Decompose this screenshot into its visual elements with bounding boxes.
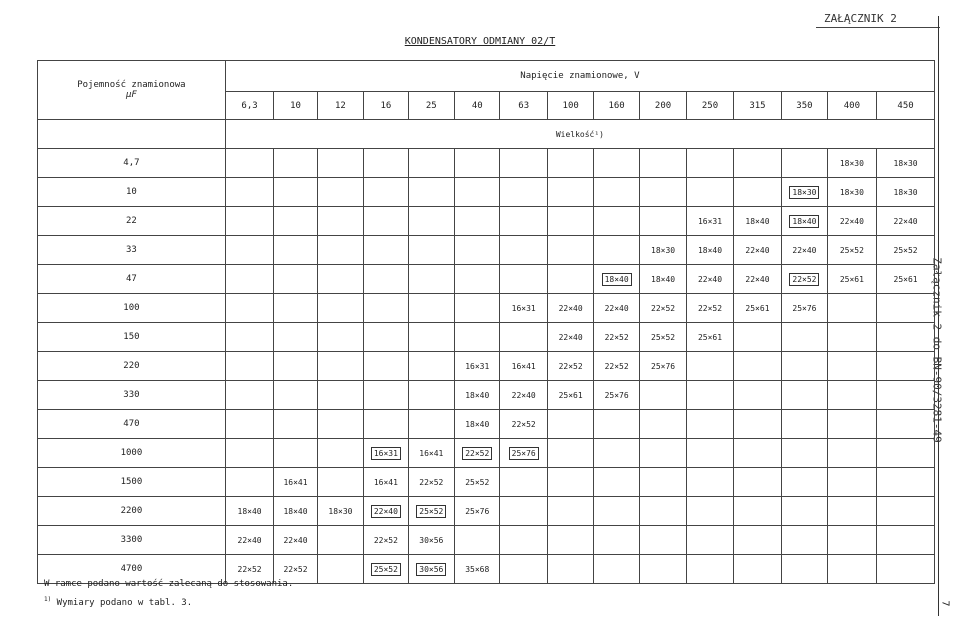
size-cell: [827, 555, 876, 584]
size-cell-recommended: [364, 497, 408, 526]
size-cell: [317, 207, 363, 236]
size-cell: [408, 381, 454, 410]
size-cell: 25×76: [639, 352, 686, 381]
size-cell: [827, 468, 876, 497]
size-cell: 18×40: [639, 265, 686, 294]
size-cell: [877, 323, 935, 352]
size-cell: [827, 323, 876, 352]
size-cell: 18×40: [455, 381, 500, 410]
voltage-col-header: 16: [364, 92, 408, 120]
size-cell: [455, 207, 500, 236]
voltage-col-header: 315: [733, 92, 781, 120]
recommended-size: 22×52: [462, 447, 492, 460]
voltage-col-header: 450: [877, 92, 935, 120]
size-cell: [547, 439, 593, 468]
size-cell-recommended: [364, 555, 408, 584]
size-cell: 18×30: [877, 178, 935, 207]
size-cell: [364, 265, 408, 294]
table-row: [38, 381, 935, 410]
size-cell: [782, 497, 827, 526]
size-cell: [317, 526, 363, 555]
size-cell: [274, 294, 317, 323]
size-cell: [594, 236, 639, 265]
size-cell: [733, 497, 781, 526]
size-cell: [225, 149, 273, 178]
capacitance-cell: 330: [38, 381, 226, 410]
size-cell: [500, 149, 547, 178]
size-cell: [225, 294, 273, 323]
recommended-size: 25×52: [371, 563, 401, 576]
table-row: [38, 294, 935, 323]
size-cell: 22×40: [547, 294, 593, 323]
capacitance-cell: 150: [38, 323, 226, 352]
size-cell: [877, 555, 935, 584]
capacitance-cell: 3300: [38, 526, 226, 555]
size-cell: [827, 526, 876, 555]
voltage-col-header: 200: [639, 92, 686, 120]
size-cell: [274, 352, 317, 381]
size-cell: [594, 207, 639, 236]
size-cell: [639, 555, 686, 584]
size-cell: [639, 439, 686, 468]
size-cell: [877, 410, 935, 439]
size-cell: 25×76: [594, 381, 639, 410]
size-cell: [782, 410, 827, 439]
size-cell: [877, 497, 935, 526]
size-cell: [782, 526, 827, 555]
size-cell-recommended: [782, 265, 827, 294]
size-cell: [274, 323, 317, 352]
size-cell: [225, 236, 273, 265]
size-cell: [274, 207, 317, 236]
size-cell: [317, 555, 363, 584]
capacitance-cell: 470: [38, 410, 226, 439]
voltage-col-header: 63: [500, 92, 547, 120]
size-cell: 16×31: [500, 294, 547, 323]
size-cell: 18×30: [317, 497, 363, 526]
size-cell: [782, 381, 827, 410]
size-cell: [274, 149, 317, 178]
size-cell: 30×56: [408, 526, 454, 555]
table-row: [38, 352, 935, 381]
size-cell-recommended: [455, 439, 500, 468]
size-cell: [639, 526, 686, 555]
capacitance-header: [38, 61, 226, 120]
size-cell: [594, 555, 639, 584]
footnote-dimensions-text: Wymiary podano w tabl. 3.: [56, 598, 193, 608]
size-cell: [455, 526, 500, 555]
size-cell: 22×40: [733, 236, 781, 265]
size-cell: [408, 265, 454, 294]
size-cell: [827, 410, 876, 439]
size-cell: [639, 178, 686, 207]
recommended-size: 25×52: [416, 505, 446, 518]
size-cell: [317, 381, 363, 410]
size-cell: [594, 410, 639, 439]
size-cell: [733, 439, 781, 468]
size-cell: [594, 439, 639, 468]
size-cell: [317, 410, 363, 439]
size-cell: 25×52: [455, 468, 500, 497]
size-cell: 22×52: [547, 352, 593, 381]
size-cell: [455, 265, 500, 294]
size-cell: 35×68: [455, 555, 500, 584]
table-row: [38, 323, 935, 352]
size-cell: 18×40: [455, 410, 500, 439]
size-cell: 25×76: [782, 294, 827, 323]
size-cell: [639, 410, 686, 439]
size-cell: [733, 149, 781, 178]
size-cell: [782, 352, 827, 381]
size-cell: [877, 526, 935, 555]
size-cell: [317, 236, 363, 265]
size-cell: [877, 468, 935, 497]
recommended-size: 18×40: [789, 215, 819, 228]
size-cell: [594, 468, 639, 497]
voltage-col-header: 250: [687, 92, 733, 120]
size-cell: [500, 265, 547, 294]
size-cell: [733, 555, 781, 584]
size-cell: [639, 468, 686, 497]
size-cell: [455, 236, 500, 265]
size-cell: [877, 352, 935, 381]
size-cell: [225, 468, 273, 497]
size-cell: [364, 207, 408, 236]
size-cell: [225, 352, 273, 381]
capacitance-cell: 4,7: [38, 149, 226, 178]
size-cell: [547, 207, 593, 236]
voltage-col-header: 40: [455, 92, 500, 120]
size-cell: [877, 439, 935, 468]
size-cell: 22×52: [594, 323, 639, 352]
size-cell: [455, 178, 500, 207]
size-cell: 22×52: [500, 410, 547, 439]
size-cell: 25×52: [639, 323, 686, 352]
size-cell: 18×30: [877, 149, 935, 178]
table-row: [38, 236, 935, 265]
size-cell: [274, 236, 317, 265]
attachment-underline: [816, 27, 940, 28]
size-cell: [639, 381, 686, 410]
empty-corner: [38, 120, 226, 149]
table-row: [38, 439, 935, 468]
size-cell: [594, 497, 639, 526]
capacitance-unit: µF: [125, 90, 137, 100]
size-cell: [225, 439, 273, 468]
size-cell: 22×52: [225, 555, 273, 584]
capacitance-cell: 4700: [38, 555, 226, 584]
footnote-dimensions: [44, 592, 293, 611]
size-cell: [827, 381, 876, 410]
size-cell: [782, 323, 827, 352]
recommended-size: 22×40: [371, 505, 401, 518]
size-cell: [547, 265, 593, 294]
size-cell: [687, 410, 733, 439]
size-cell: [877, 294, 935, 323]
size-cell: [225, 381, 273, 410]
size-cell: [274, 439, 317, 468]
size-cell-recommended: [364, 439, 408, 468]
size-cell: 18×40: [225, 497, 273, 526]
size-cell: [733, 410, 781, 439]
size-cell: [733, 178, 781, 207]
size-cell: [500, 178, 547, 207]
size-cell-recommended: [500, 439, 547, 468]
size-cell-recommended: [782, 207, 827, 236]
size-cell: [408, 178, 454, 207]
voltage-col-header: 12: [317, 92, 363, 120]
size-cell: [782, 149, 827, 178]
size-cell: 22×40: [225, 526, 273, 555]
table-row: [38, 178, 935, 207]
size-cell: 18×30: [827, 178, 876, 207]
recommended-size: 25×76: [509, 447, 539, 460]
size-cell: 22×40: [782, 236, 827, 265]
size-cell: 16×31: [687, 207, 733, 236]
size-cell: 18×40: [687, 236, 733, 265]
size-cell: [317, 323, 363, 352]
size-cell: 25×61: [687, 323, 733, 352]
size-cell: [364, 236, 408, 265]
size-cell: 22×52: [594, 352, 639, 381]
size-cell: 16×41: [364, 468, 408, 497]
footnote-recommended: W ramce podano wartość zalecaną do stosowania.: [44, 579, 294, 589]
size-cell: [500, 468, 547, 497]
size-cell: 18×40: [733, 207, 781, 236]
size-cell: [733, 352, 781, 381]
size-cell-recommended: [408, 497, 454, 526]
size-cell: [500, 526, 547, 555]
table-row: [38, 497, 935, 526]
capacitance-cell: 22: [38, 207, 226, 236]
size-cell: [274, 381, 317, 410]
size-cell: [547, 468, 593, 497]
size-cell: 16×41: [500, 352, 547, 381]
size-cell: 22×40: [547, 323, 593, 352]
size-header: Wielkość¹): [225, 120, 934, 149]
size-cell: [547, 410, 593, 439]
size-cell: [547, 149, 593, 178]
size-cell: [500, 323, 547, 352]
size-cell: [364, 381, 408, 410]
size-cell: 22×40: [877, 207, 935, 236]
size-cell: 22×40: [733, 265, 781, 294]
size-cell: 25×76: [455, 497, 500, 526]
size-cell: 18×30: [827, 149, 876, 178]
size-cell: [408, 236, 454, 265]
size-cell: [639, 207, 686, 236]
size-cell: [687, 381, 733, 410]
table-row: [38, 410, 935, 439]
table-row: [38, 207, 935, 236]
size-cell: [317, 468, 363, 497]
size-cell: [547, 178, 593, 207]
size-cell: [364, 178, 408, 207]
table-row: [38, 526, 935, 555]
size-cell: [408, 149, 454, 178]
size-cell: 16×31: [455, 352, 500, 381]
size-cell: 16×41: [274, 468, 317, 497]
voltage-header: Napięcie znamionowe, V: [225, 61, 934, 92]
size-cell: [317, 294, 363, 323]
size-cell: [364, 294, 408, 323]
size-cell: 22×40: [500, 381, 547, 410]
size-cell: [317, 352, 363, 381]
size-cell: [317, 178, 363, 207]
size-cell: [639, 497, 686, 526]
size-cell: [639, 149, 686, 178]
size-cell: [827, 439, 876, 468]
size-cell: [317, 439, 363, 468]
size-cell-recommended: [594, 265, 639, 294]
size-cell: [547, 497, 593, 526]
size-cell: 22×40: [827, 207, 876, 236]
size-cell: [877, 381, 935, 410]
capacitance-cell: 33: [38, 236, 226, 265]
size-cell: [547, 236, 593, 265]
capacitance-cell: 1500: [38, 468, 226, 497]
size-cell: 25×61: [827, 265, 876, 294]
size-cell: 22×52: [639, 294, 686, 323]
capacitance-cell: 100: [38, 294, 226, 323]
size-cell: [782, 555, 827, 584]
size-cell: [225, 265, 273, 294]
size-cell: [687, 555, 733, 584]
capacitance-cell: 220: [38, 352, 226, 381]
size-cell: [274, 178, 317, 207]
size-cell: [687, 178, 733, 207]
size-cell: [364, 149, 408, 178]
size-cell: 22×40: [687, 265, 733, 294]
side-caption: Załącznik 2 do BN-90/3281-49: [930, 257, 944, 443]
size-cell: [500, 555, 547, 584]
size-cell: [408, 323, 454, 352]
size-cell: [455, 294, 500, 323]
size-cell: [827, 352, 876, 381]
size-cell: [408, 352, 454, 381]
size-cell: [687, 526, 733, 555]
size-cell: [733, 468, 781, 497]
voltage-col-header: 10: [274, 92, 317, 120]
size-cell: [827, 497, 876, 526]
size-cell: [225, 323, 273, 352]
voltage-col-header: 350: [782, 92, 827, 120]
size-cell: [594, 178, 639, 207]
size-cell: [687, 468, 733, 497]
size-cell: [547, 555, 593, 584]
size-cell: [364, 323, 408, 352]
size-cell: [455, 149, 500, 178]
size-cell: 25×52: [827, 236, 876, 265]
size-cell: [687, 149, 733, 178]
recommended-size: 18×30: [789, 186, 819, 199]
size-cell: [687, 352, 733, 381]
voltage-col-header: 400: [827, 92, 876, 120]
size-cell: [274, 265, 317, 294]
size-cell: [225, 207, 273, 236]
size-cell: [687, 439, 733, 468]
page-number: 7: [939, 600, 951, 607]
recommended-size: 16×31: [371, 447, 401, 460]
size-cell: 25×61: [877, 265, 935, 294]
size-cell: 18×40: [274, 497, 317, 526]
footnotes: [44, 577, 293, 611]
size-cell: [733, 526, 781, 555]
size-cell: [364, 410, 408, 439]
size-cell: [317, 265, 363, 294]
document-title: KONDENSATORY ODMIANY 02/T: [404, 36, 556, 47]
size-cell: [274, 410, 317, 439]
size-cell: [733, 323, 781, 352]
size-cell-recommended: [782, 178, 827, 207]
capacitance-header-text: Pojemność znamionowa: [77, 80, 186, 90]
size-cell: [500, 236, 547, 265]
size-cell: [364, 352, 408, 381]
capacitance-cell: 2200: [38, 497, 226, 526]
size-cell: [455, 323, 500, 352]
size-cell: [782, 468, 827, 497]
size-cell: [500, 207, 547, 236]
size-cell: [225, 178, 273, 207]
size-cell: 22×40: [274, 526, 317, 555]
attachment-label: ZAŁĄCZNIK 2: [824, 12, 897, 25]
size-cell: 22×52: [408, 468, 454, 497]
size-cell: [408, 207, 454, 236]
size-cell: 22×52: [364, 526, 408, 555]
capacitance-cell: 1000: [38, 439, 226, 468]
table-row: [38, 149, 935, 178]
size-cell: [547, 526, 593, 555]
size-cell: [500, 497, 547, 526]
size-cell: [317, 149, 363, 178]
size-cell: 22×52: [274, 555, 317, 584]
voltage-col-header: 160: [594, 92, 639, 120]
size-cell: 25×52: [877, 236, 935, 265]
footnote-marker: 1): [44, 596, 52, 603]
size-cell: 16×41: [408, 439, 454, 468]
table-row: [38, 265, 935, 294]
capacitance-cell: 10: [38, 178, 226, 207]
size-cell: 22×40: [594, 294, 639, 323]
voltage-col-header: 6,3: [225, 92, 273, 120]
size-cell: [408, 294, 454, 323]
voltage-col-header: 25: [408, 92, 454, 120]
size-cell: [687, 497, 733, 526]
size-cell: [827, 294, 876, 323]
capacitance-cell: 47: [38, 265, 226, 294]
size-cell: [594, 526, 639, 555]
recommended-size: 30×56: [416, 563, 446, 576]
table-row: [38, 468, 935, 497]
recommended-size: 22×52: [789, 273, 819, 286]
size-cell: [408, 410, 454, 439]
size-cell: [733, 381, 781, 410]
voltage-col-header: 100: [547, 92, 593, 120]
size-cell-recommended: [408, 555, 454, 584]
size-cell: [225, 410, 273, 439]
size-cell: [594, 149, 639, 178]
recommended-size: 18×40: [602, 273, 632, 286]
size-cell: 25×61: [733, 294, 781, 323]
size-cell: 22×52: [687, 294, 733, 323]
size-cell: 25×61: [547, 381, 593, 410]
size-cell: [782, 439, 827, 468]
capacitor-table: [37, 60, 935, 584]
size-cell: 18×30: [639, 236, 686, 265]
